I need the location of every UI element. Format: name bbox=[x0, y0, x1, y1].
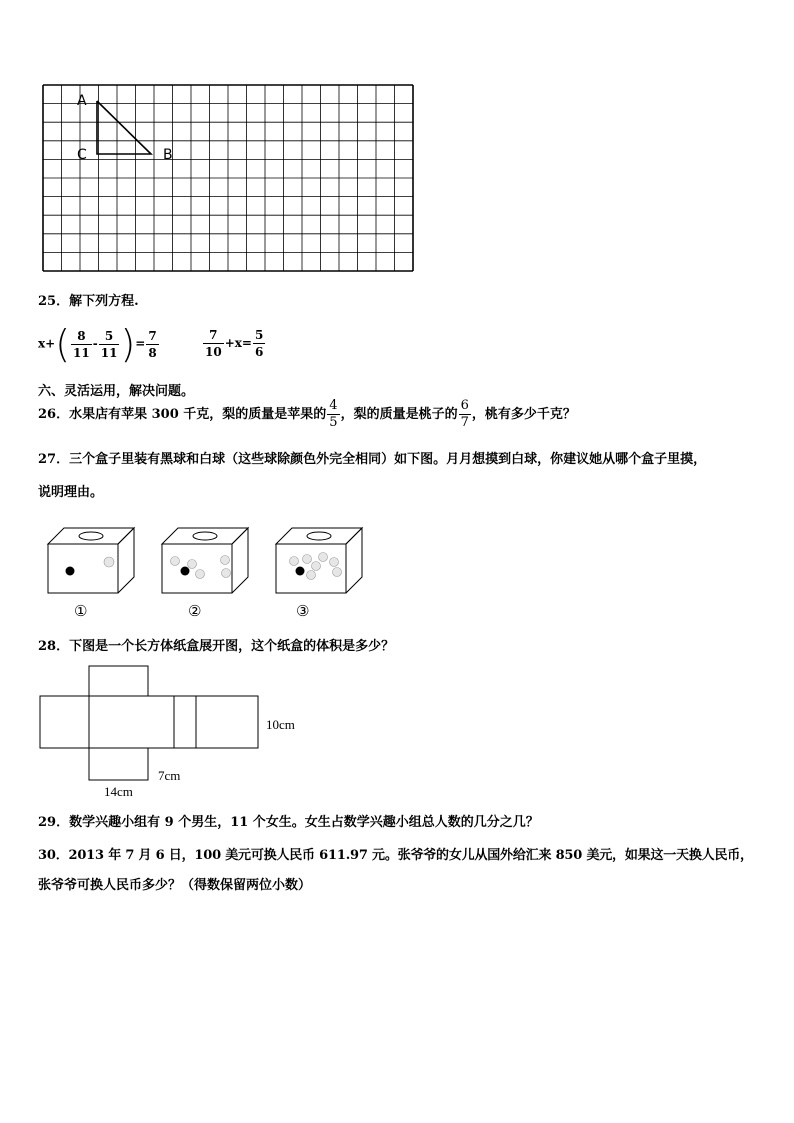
eq2-fraction-result: $\frac{5}{6}$ bbox=[254, 328, 264, 359]
box-2-opening bbox=[193, 532, 217, 540]
black-ball bbox=[181, 567, 190, 576]
q26-fraction-2: $\frac{6}{7}$ bbox=[460, 398, 469, 430]
black-ball bbox=[66, 567, 75, 576]
white-ball bbox=[171, 557, 180, 566]
white-ball bbox=[196, 570, 205, 579]
eq1-fraction-result: $\frac{7}{8}$ bbox=[148, 328, 157, 360]
white-ball bbox=[303, 555, 312, 564]
white-ball bbox=[307, 571, 316, 580]
white-ball bbox=[188, 560, 197, 569]
black-ball bbox=[296, 567, 305, 576]
box-3 bbox=[276, 528, 362, 593]
white-ball bbox=[333, 568, 342, 577]
eq1-fraction-2: $\frac{5}{11}$ bbox=[100, 328, 118, 360]
section-6-heading: 六、灵活运用，解决问题。 bbox=[38, 384, 195, 399]
eq2-fraction-1: $\frac{7}{10}$ bbox=[205, 328, 222, 359]
eq1-fraction-1: $\frac{8}{11}$ bbox=[73, 328, 90, 360]
q29-text: 29．数学兴趣小组有 9 个男生，11 个女生。女生占数学兴趣小组总人数的几分之几？ bbox=[38, 815, 539, 830]
white-ball bbox=[312, 562, 321, 571]
grid-figure bbox=[40, 82, 416, 274]
q30-line-1: 30．2013 年 7 月 6 日，100 美元可换人民币 611.97 元。张爷爷的女儿从国外给汇来 850 美元，如果这一天换人民币， bbox=[38, 848, 753, 863]
white-ball bbox=[330, 558, 339, 567]
box-1-opening bbox=[79, 532, 103, 540]
white-ball bbox=[222, 569, 231, 578]
point-c-label: C bbox=[77, 147, 87, 163]
q26-text: 26．水果店有苹果 300 千克，梨的质量是苹果的 $\frac{4}{5}$ ，梨的质量是桃子的 $\frac{6}{7}$ ，桃有多少千克？ bbox=[38, 398, 576, 430]
grid-lines bbox=[43, 85, 413, 271]
q27-line-1: 27．三个盒子里装有黑球和白球（这些球除颜色外完全相同）如下图。月月想摸到白球，你建议她从哪个盒子里摸， bbox=[38, 452, 707, 467]
point-b-label: B bbox=[163, 147, 173, 163]
eq1-minus: - bbox=[92, 336, 98, 351]
white-ball bbox=[290, 557, 299, 566]
dim-height-label: 10cm bbox=[266, 717, 295, 732]
dim-length-label: 14cm bbox=[104, 784, 133, 799]
white-ball bbox=[104, 557, 114, 567]
white-ball bbox=[221, 556, 230, 565]
q25-equation-1 bbox=[38, 322, 160, 366]
box-1-label: ① bbox=[74, 602, 88, 620]
box-net-figure bbox=[38, 664, 308, 802]
box-2 bbox=[162, 528, 248, 593]
eq1-lhs: x+ bbox=[38, 336, 56, 351]
white-ball bbox=[319, 553, 328, 562]
q27-line-2: 说明理由。 bbox=[38, 485, 104, 500]
paren-left: ( bbox=[55, 322, 71, 366]
box-2-label: ② bbox=[188, 602, 202, 620]
box-3-label: ③ bbox=[296, 602, 310, 620]
point-a-label: A bbox=[77, 93, 87, 109]
q25-equation-2 bbox=[202, 327, 266, 360]
q25-title: 25．解下列方程. bbox=[38, 294, 139, 309]
eq2-mid: +x= bbox=[224, 336, 252, 350]
q30-line-2: 张爷爷可换人民币多少？（得数保留两位小数） bbox=[38, 878, 312, 893]
q27-boxes-figure bbox=[40, 520, 380, 620]
box-1 bbox=[48, 528, 134, 593]
q28-text: 28．下图是一个长方体纸盒展开图，这个纸盒的体积是多少？ bbox=[38, 639, 395, 654]
paren-right: ) bbox=[120, 322, 136, 366]
q26-fraction-1: $\frac{4}{5}$ bbox=[329, 398, 338, 430]
triangle-abc bbox=[97, 101, 151, 154]
box-3-opening bbox=[307, 532, 331, 540]
eq1-equals: = bbox=[135, 336, 146, 351]
dim-width-label: 7cm bbox=[158, 768, 181, 783]
